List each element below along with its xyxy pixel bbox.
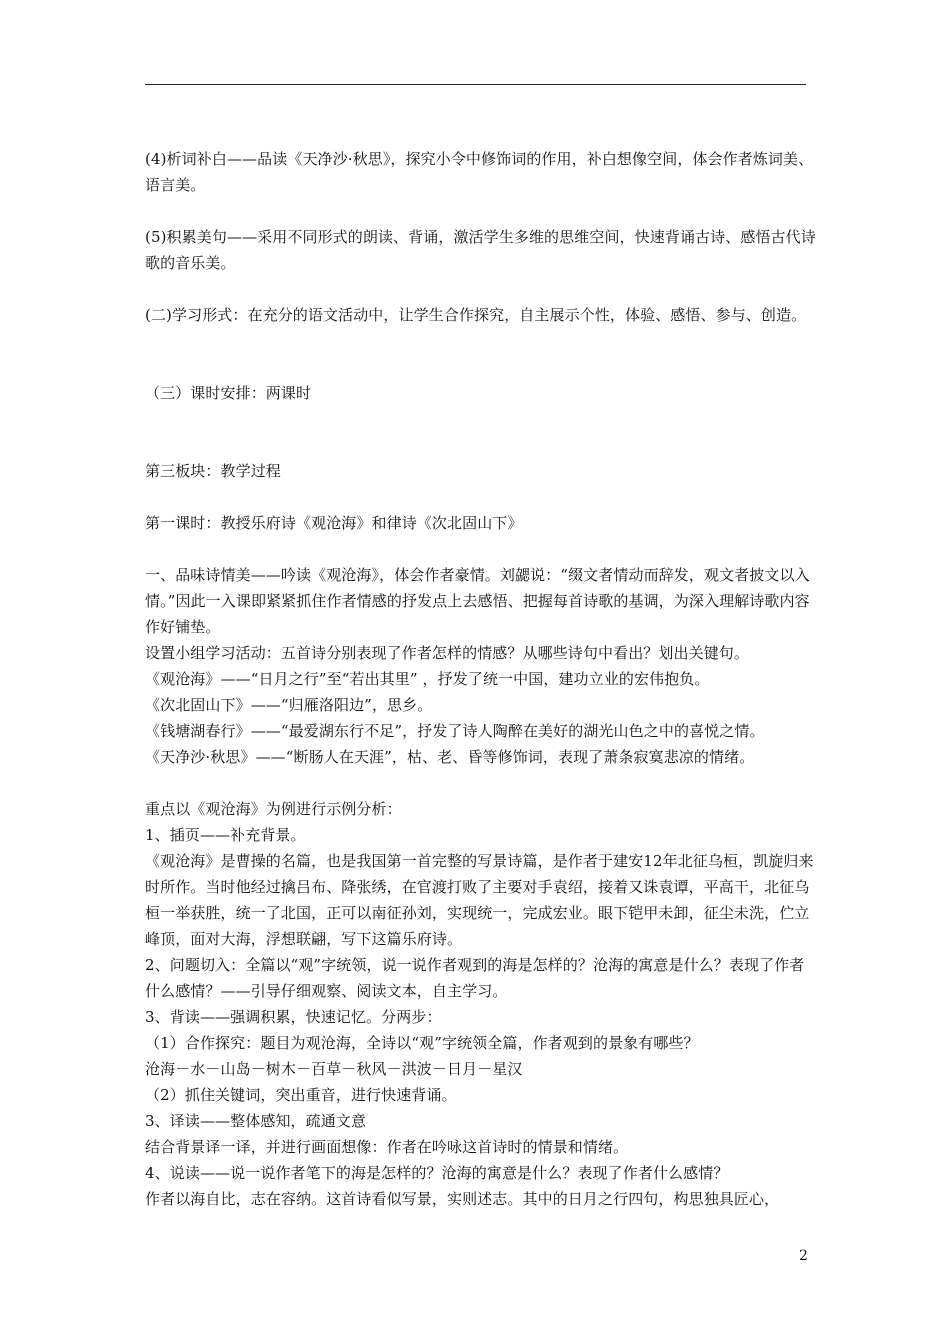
page-number: 2: [799, 1248, 808, 1264]
paragraph-background-text: 《观沧海》是曹操的名篇，也是我国第一首完整的写景诗篇，是作者于建安12年北征乌桓，凯旋归来时所作。当时他经过擒吕布、降张绣，在官渡打败了主要对手袁绍，接着又诛袁谭，平高干，北征乌桓一举获胜，统一了北国，正可以南征孙刘，实现统一，完成宏业。眼下铠甲未卸，征尘未洗，伫立峰顶，面对大海，浮想联翩，写下这篇乐府诗。: [145, 852, 814, 948]
paragraph-5-accumulate: (5)积累美句——采用不同形式的朗读、背诵，激活学生多维的思维空间，快速背诵古诗、感悟古代诗歌的音乐美。: [145, 228, 816, 272]
paragraph-4-analysis: (4)析词补白——品读《天净沙·秋思》，探究小令中修饰词的作用，补白想像空间，体会作者炼词美、语言美。: [145, 150, 814, 194]
step-3-translate: 3、译读——整体感知，疏通文意: [145, 1112, 367, 1130]
document-body: [145, 146, 817, 1212]
recite-step-1: （1）合作探究：题目为观沧海，全诗以“观”字统领全篇，作者观到的景象有哪些？: [145, 1034, 699, 1052]
line-ci-bei-gu-shan: 《次北固山下》——“归雁洛阳边”，思乡。: [145, 696, 433, 714]
step-2-question: 2、问题切入：全篇以“观”字统领，说一说作者观到的海是怎样的？沧海的寓意是什么？表现了作者什么感情？——引导仔细观察、阅读文本，自主学习。: [145, 956, 805, 1000]
line-guan-cang-hai: 《观沧海》——“日月之行”至“若出其里” ，抒发了统一中国，建功立业的宏伟抱负。: [145, 670, 710, 688]
paragraph-group-activity: 设置小组学习活动：五首诗分别表现了作者怎样的情感？从哪些诗句中看出？划出关键句。: [145, 644, 750, 662]
translate-instruction: 结合背景译一译，并进行画面想像：作者在吟咏这首诗时的情景和情绪。: [145, 1138, 629, 1156]
step-4-discuss: 4、说读——说一说作者笔下的海是怎样的？沧海的寓意是什么？表现了作者什么感情？: [145, 1164, 729, 1182]
section-heading-teaching-process: 第三板块：教学过程: [145, 462, 281, 480]
lesson-one-heading: 第一课时：教授乐府诗《观沧海》和律诗《次北固山下》: [145, 514, 523, 532]
step-1-background: 1、插页——补充背景。: [145, 826, 306, 844]
paragraph-example-focus: 重点以《观沧海》为例进行示例分析：: [145, 800, 402, 818]
paragraph-learning-form: (二)学习形式：在充分的语文活动中，让学生合作探究，自主展示个性，体验、感悟、参与、创造。: [145, 306, 807, 324]
line-qian-tang-hu: 《钱塘湖春行》——“最爱湖东行不足”，抒发了诗人陶醉在美好的湖光山色之中的喜悦之情。: [145, 722, 765, 740]
recite-step-2: （2）抓住关键词，突出重音，进行快速背诵。: [145, 1086, 457, 1104]
paragraph-class-schedule: （三）课时安排：两课时: [145, 384, 312, 402]
paragraph-poetic-emotion: 一、品味诗情美——吟读《观沧海》，体会作者豪情。刘勰说：“缀文者情动而辞发，观文者披文以入情。”因此一入课即紧紧抓住作者情感的抒发点上去感悟、把握每首诗歌的基调，为深入理解诗歌内容作好铺垫。: [145, 566, 810, 636]
scene-sequence: 沧海－水－山岛－树木－百草－秋风－洪波－日月－星汉: [145, 1060, 523, 1078]
line-tian-jing-sha: 《天净沙·秋思》——“断肠人在天涯”，枯、老、昏等修饰词，表现了萧条寂寞悲凉的情绪。: [145, 748, 755, 766]
step-3-recite: 3、背读——强调积累，快速记忆。分两步：: [145, 1008, 442, 1026]
paragraph-author-intent: 作者以海自比，志在容纳。这首诗看似写景，实则述志。其中的日月之行四句，构思独具匠心，: [145, 1190, 780, 1208]
header-rule: [145, 84, 806, 85]
